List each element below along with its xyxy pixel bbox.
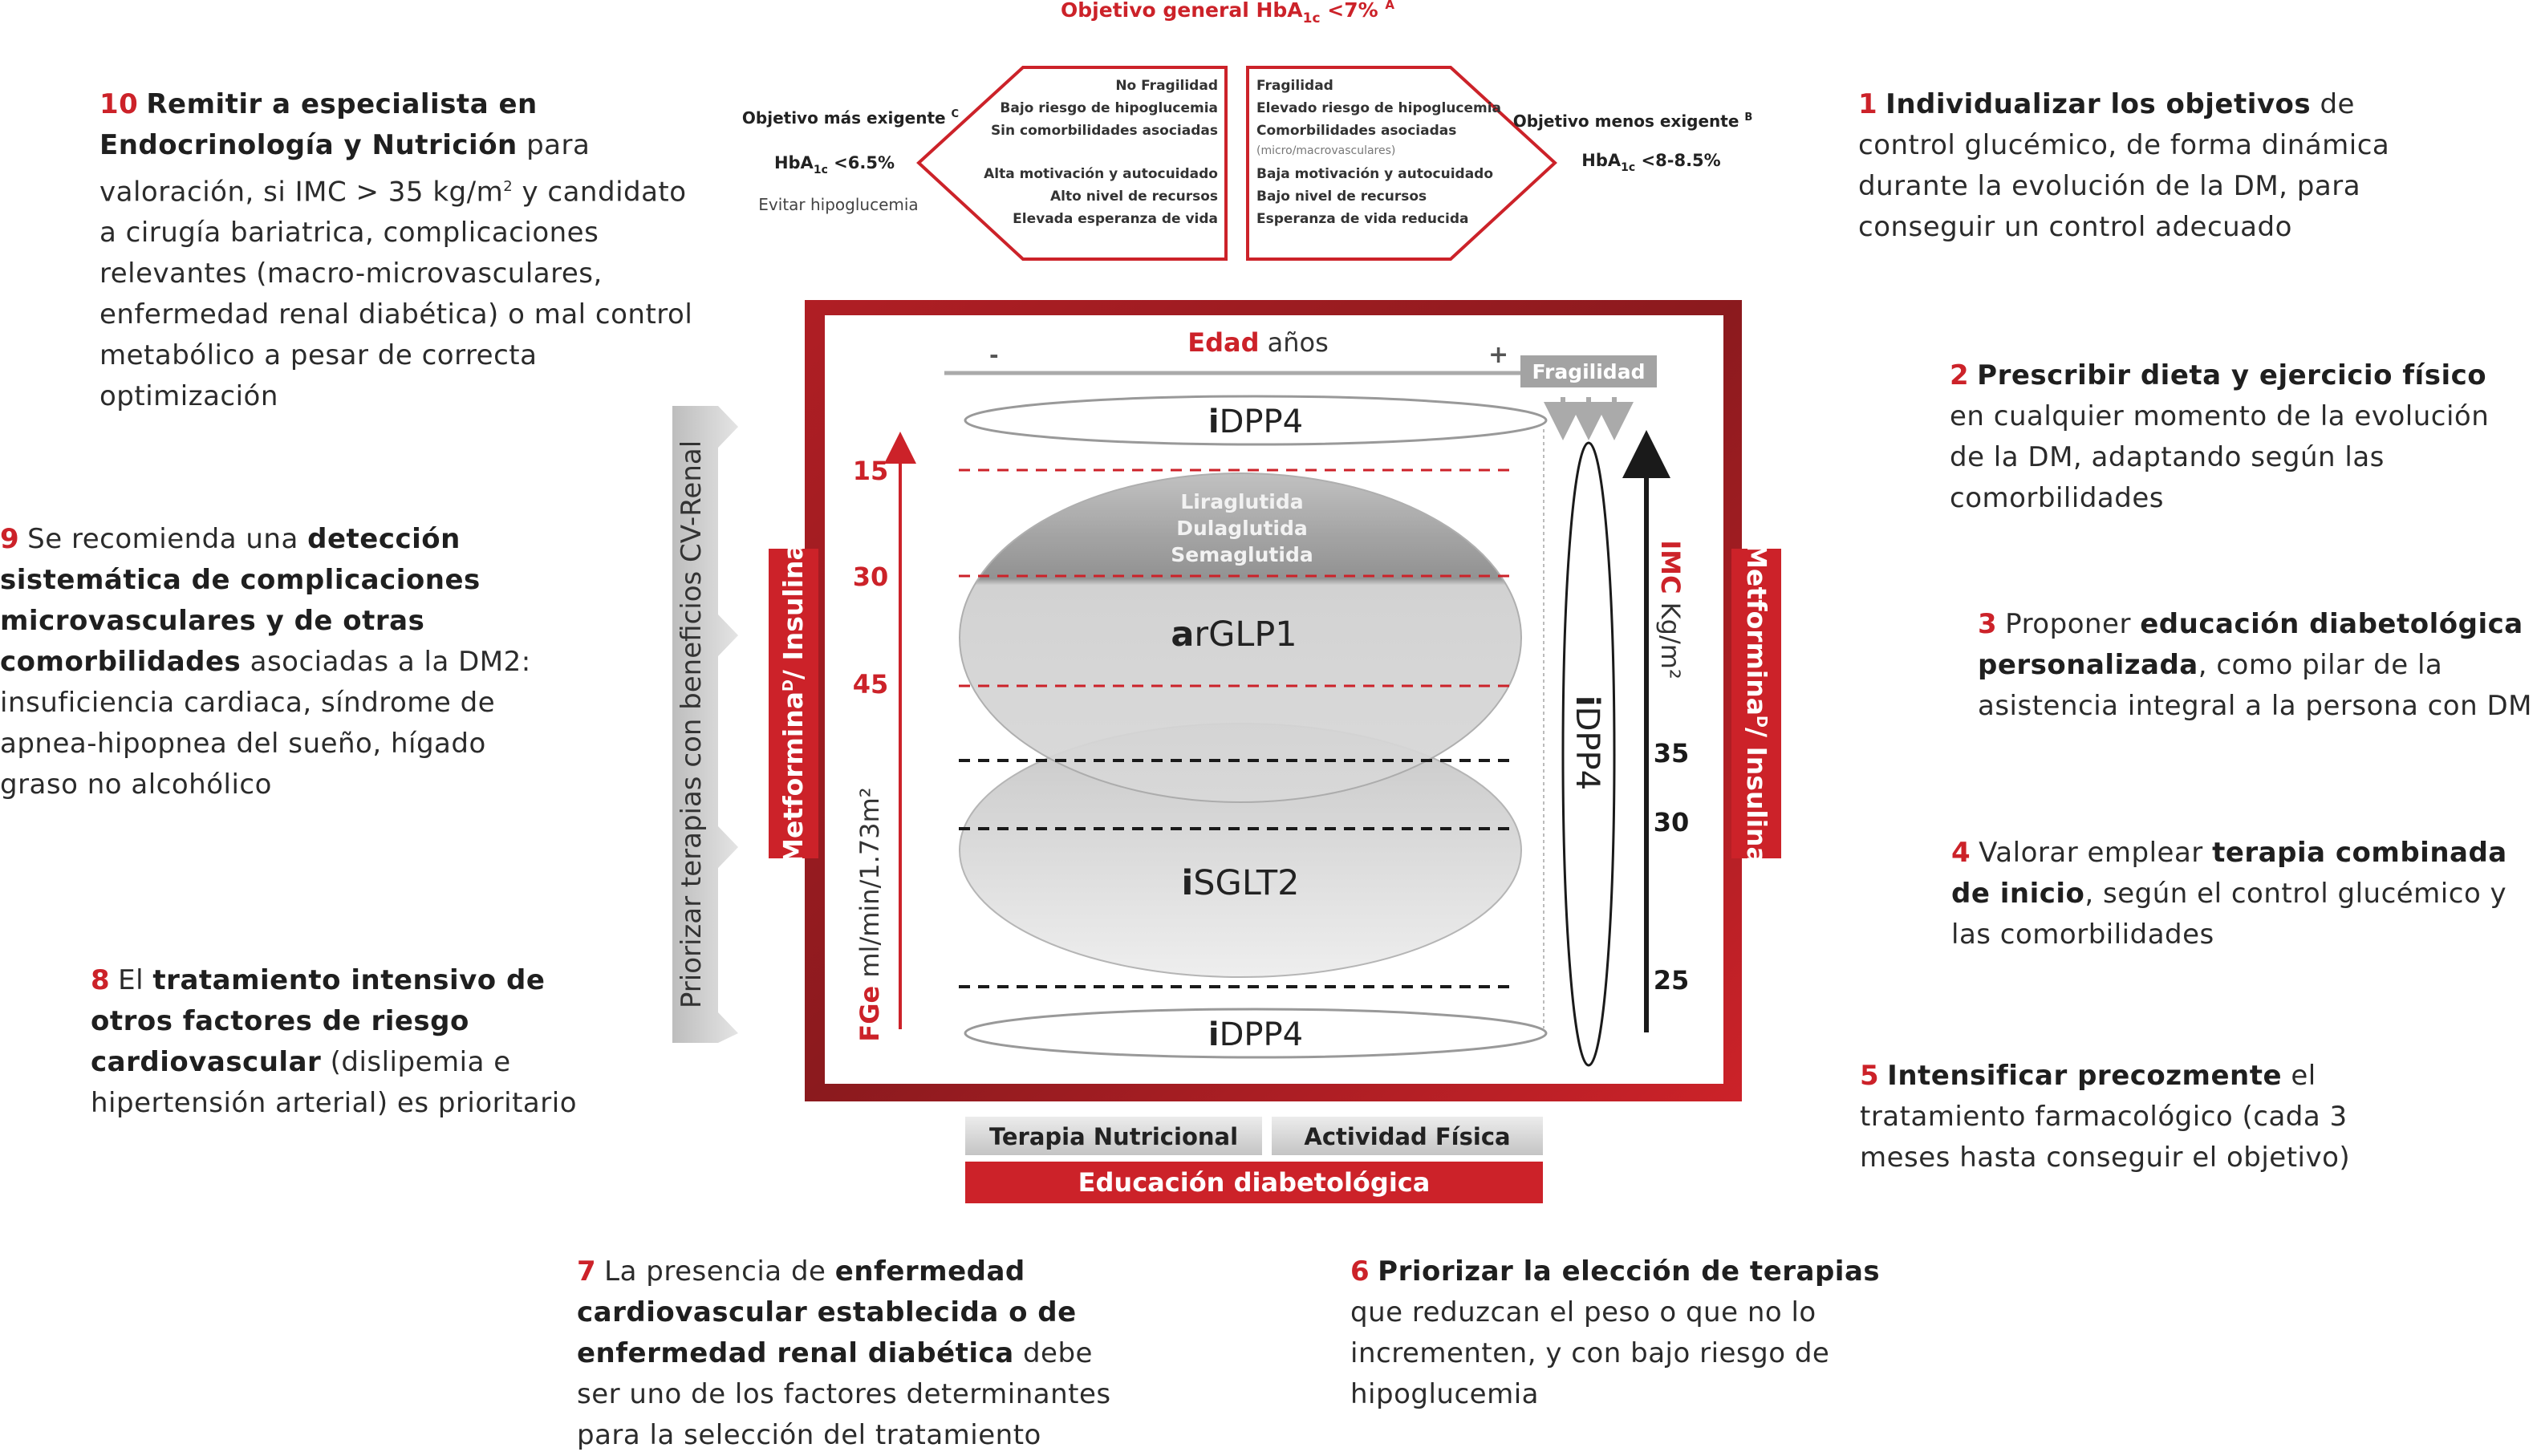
svg-text:35: 35 <box>1653 738 1690 769</box>
svg-text:Baja motivación y autocuidado: Baja motivación y autocuidado <box>1256 166 1494 182</box>
svg-text:Alto nivel de recursos: Alto nivel de recursos <box>1049 189 1218 205</box>
rec-4: 4 Valorar emplear terapia combinada de inicio, según el control glucémico y las comorbilidades <box>1951 837 2507 951</box>
fge-label: FGe ml/min/1.73m² <box>854 787 885 1042</box>
svg-text:15: 15 <box>852 456 889 486</box>
svg-text:Bajo nivel de recursos: Bajo nivel de recursos <box>1256 189 1427 205</box>
svg-text:Liraglutida: Liraglutida <box>1180 490 1304 513</box>
svg-text:Bajo riesgo de hipoglucemia: Bajo riesgo de hipoglucemia <box>1000 100 1218 116</box>
terapia-nutricional-label: Terapia Nutricional <box>988 1123 1239 1150</box>
svg-text:No Fragilidad: No Fragilidad <box>1115 78 1218 94</box>
rec-8: 8 El tratamiento intensivo de otros factores de riesgo cardiovascular (dislipemia e hipertensión arterial) es prioritario <box>91 964 577 1119</box>
svg-text:Dulaglutida: Dulaglutida <box>1176 517 1308 540</box>
svg-text:Elevado riesgo de hipoglucemia: Elevado riesgo de hipoglucemia <box>1256 100 1502 116</box>
svg-text:Sin comorbilidades asociadas: Sin comorbilidades asociadas <box>990 123 1218 139</box>
left-metformina-label: Metformina$^D$/ Insulina <box>777 542 809 865</box>
actividad-fisica-label: Actividad Física <box>1304 1123 1511 1150</box>
svg-text:30: 30 <box>1653 807 1690 838</box>
svg-text:(micro/macrovasculares): (micro/macrovasculares) <box>1256 144 1396 157</box>
goal-strict-note: Evitar hipoglucemia <box>758 195 919 214</box>
idpp4-top-label: iDPP4 <box>1208 404 1304 440</box>
goal-strict-hba: HbA$_{1c}$ <6.5% <box>773 153 895 176</box>
goal-title: Objetivo general HbA$_{1c}$ <7% $^A$ <box>1061 0 1394 26</box>
rec-6: 6 Priorizar la elección de terapias que reduzcan el peso o que no lo incrementen, y con bajo riesgo de hipoglucemia <box>1350 1255 1881 1410</box>
idpp4-bottom-label: iDPP4 <box>1208 1016 1304 1053</box>
rec-1: 1 Individualizar los objetivos de control glucémico, de forma dinámica durante la evolución de la DM, para conseguir un control adecuado <box>1858 88 2390 243</box>
svg-text:Alta motivación y autocuidado: Alta motivación y autocuidado <box>984 166 1218 182</box>
right-metformina-label: Metformina$^D$/ Insulina <box>1741 542 1772 865</box>
svg-text:45: 45 <box>852 669 889 700</box>
fragility-label: Fragilidad <box>1532 360 1646 383</box>
age-label: Edad años <box>1187 327 1329 358</box>
idpp4-vertical-label: iDPP4 <box>1569 695 1605 791</box>
svg-text:Fragilidad: Fragilidad <box>1256 78 1333 94</box>
age-minus: - <box>989 342 999 368</box>
rec-5: 5 Intensificar precozmente el tratamiento farmacológico (cada 3 meses hasta conseguir el objetivo) <box>1860 1060 2351 1174</box>
rec-3: 3 Proponer educación diabetológica personalizada, como pilar de la asistencia integral a la persona con DM <box>1978 608 2532 722</box>
glp1-drugs <box>1171 490 1313 566</box>
rec-10: 10 Remitir a especialista en Endocrinología y Nutrición para valoración, si IMC > 35 $kg/m^2$ y candidato a cirugía bariatrica, complicaciones relevantes (macro-microvasculares, enfermedad renal diabética) o mal control metabólico a pesar de correcta optimización <box>99 88 693 413</box>
goal-relaxed-title: Objetivo menos exigente $^B$ <box>1512 112 1753 131</box>
svg-text:30: 30 <box>852 562 889 592</box>
rec-7: 7 La presencia de enfermedad cardiovascular establecida o de enfermedad renal diabética debe ser uno de los factores determinantes para la selección del tratamiento <box>577 1255 1111 1451</box>
rec-9: 9 Se recomienda una detección sistemática de complicaciones microvasculares y de otras comorbilidades asociadas a la DM2: insuficiencia cardiaca, síndrome de apnea-hipopnea del sueño, hígado graso no alcohólico <box>0 523 531 801</box>
isglt2-label: iSGLT2 <box>1181 863 1300 903</box>
arglp1-label: arGLP1 <box>1171 614 1297 655</box>
imc-label: IMC Kg/m² <box>1655 540 1686 679</box>
goal-strict-arrow <box>919 67 1226 259</box>
educacion-label: Educación diabetológica <box>1078 1167 1431 1198</box>
svg-text:Comorbilidades asociadas: Comorbilidades asociadas <box>1256 123 1457 139</box>
age-plus: + <box>1488 341 1509 369</box>
goal-relaxed-arrow <box>1248 67 1555 259</box>
goal-strict-title: Objetivo más exigente $^C$ <box>741 108 960 128</box>
svg-text:Elevada esperanza de vida: Elevada esperanza de vida <box>1013 211 1218 227</box>
rec-2: 2 Prescribir dieta y ejercicio físico en cualquier momento de la evolución de la DM, adaptando según las comorbilidades <box>1950 359 2490 514</box>
svg-text:25: 25 <box>1653 965 1690 996</box>
svg-text:Esperanza de vida reducida: Esperanza de vida reducida <box>1256 211 1469 227</box>
education-box-gap <box>1262 1117 1272 1155</box>
goal-relaxed-hba: HbA$_{1c}$ <8-8.5% <box>1581 151 1721 174</box>
priorizar-label: Priorizar terapias con beneficios CV-Renal <box>676 440 708 1009</box>
svg-text:Semaglutida: Semaglutida <box>1171 543 1313 566</box>
